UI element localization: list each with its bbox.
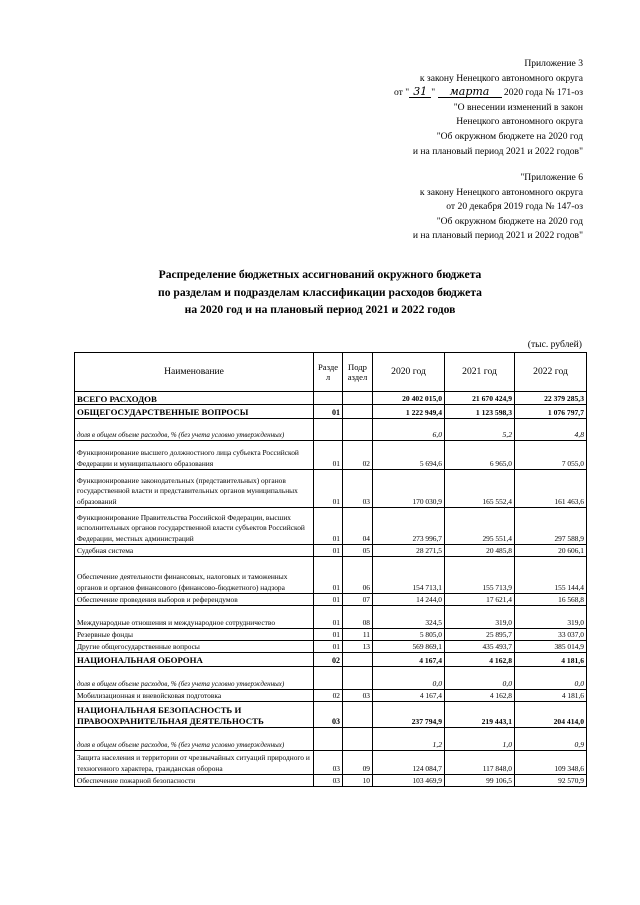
row-podrazdel-cell	[343, 702, 373, 728]
row-podrazdel-cell: 13	[343, 641, 373, 653]
table-row	[75, 594, 587, 606]
row-2021-cell: 4 162,8	[445, 690, 515, 702]
row-name-cell: Резервные фонды	[75, 629, 314, 641]
row-2021-cell: 1 123 598,3	[445, 405, 515, 419]
row-2022-cell: 7 055,0	[515, 441, 587, 470]
appendix-label: Приложение 3	[524, 58, 583, 69]
row-2021-cell: 4 162,8	[445, 653, 515, 667]
row-2022-cell: 155 144,4	[515, 557, 587, 594]
table-row	[75, 667, 587, 690]
row-2020-cell: 14 244,0	[373, 594, 445, 606]
row-2020-cell: 0,0	[373, 667, 445, 690]
row-podrazdel-cell	[343, 405, 373, 419]
row-podrazdel-cell: 08	[343, 606, 373, 629]
row-name-cell: Функционирование Правительства Российской Федерации, высших исполнительных органов государственной власти субъектов Российской Федерации, местных администраций	[75, 508, 314, 545]
row-name-cell: Функционирование высшего должностного лица субъекта Российской Федерации и муниципального образования	[75, 441, 314, 470]
law-date-line	[394, 86, 583, 101]
row-name-cell: Мобилизационная и вневойсковая подготовка	[75, 690, 314, 702]
row-2022-cell: 297 588,9	[515, 508, 587, 545]
row-razdel-cell	[314, 728, 343, 751]
row-2021-cell: 0,0	[445, 667, 515, 690]
row-2021-cell: 219 443,1	[445, 702, 515, 728]
table-row	[75, 690, 587, 702]
row-podrazdel-cell: 03	[343, 690, 373, 702]
original-subject-line-2: и на плановый период 2021 и 2022 годов"	[412, 230, 583, 242]
table-row	[75, 629, 587, 641]
title-line-1: Распределение бюджетных ассигнований окружного бюджета	[158, 268, 482, 281]
row-podrazdel-cell: 10	[343, 775, 373, 787]
row-podrazdel-cell	[343, 728, 373, 751]
document-title	[100, 266, 540, 319]
row-name-cell: ОБЩЕГОСУДАРСТВЕННЫЕ ВОПРОСЫ	[75, 405, 314, 419]
col-header-2021: 2021 год	[445, 353, 515, 392]
table-row	[75, 653, 587, 667]
table-row	[75, 545, 587, 557]
table-row	[75, 606, 587, 629]
handwritten-month: марта	[438, 87, 502, 98]
row-2020-cell: 5 694,6	[373, 441, 445, 470]
row-2022-cell: 92 570,9	[515, 775, 587, 787]
table-row	[75, 419, 587, 441]
row-razdel-cell	[314, 667, 343, 690]
row-2021-cell: 117 848,0	[445, 751, 515, 775]
row-2022-cell: 0,0	[515, 667, 587, 690]
row-2022-cell: 22 379 285,3	[515, 392, 587, 405]
row-2021-cell: 99 106,5	[445, 775, 515, 787]
row-2020-cell: 5 805,0	[373, 629, 445, 641]
row-2020-cell: 237 794,9	[373, 702, 445, 728]
row-2021-cell: 319,0	[445, 606, 515, 629]
row-razdel-cell: 01	[314, 606, 343, 629]
row-2020-cell: 103 469,9	[373, 775, 445, 787]
table-row	[75, 508, 587, 545]
row-2021-cell: 6 965,0	[445, 441, 515, 470]
row-razdel-cell: 03	[314, 702, 343, 728]
col-header-podrazdel: Подр аздел	[343, 353, 373, 392]
row-2020-cell: 1,2	[373, 728, 445, 751]
row-podrazdel-cell: 07	[343, 594, 373, 606]
row-2022-cell: 33 037,0	[515, 629, 587, 641]
row-name-cell: доля в общем объеме расходов, % (без учета условно утвержденных)	[75, 419, 314, 441]
row-2021-cell: 20 485,8	[445, 545, 515, 557]
row-podrazdel-cell: 06	[343, 557, 373, 594]
row-podrazdel-cell: 09	[343, 751, 373, 775]
row-2022-cell: 385 014,9	[515, 641, 587, 653]
row-name-cell: доля в общем объеме расходов, % (без учета условно утвержденных)	[75, 667, 314, 690]
row-2021-cell: 165 552,4	[445, 470, 515, 508]
date-prefix: от "	[394, 87, 410, 99]
row-name-cell: НАЦИОНАЛЬНАЯ БЕЗОПАСНОСТЬ И ПРАВООХРАНИТЕЛЬНАЯ ДЕЯТЕЛЬНОСТЬ	[75, 702, 314, 728]
title-line-2: по разделам и подразделам классификации расходов бюджета	[158, 285, 482, 299]
row-2022-cell: 204 414,0	[515, 702, 587, 728]
row-razdel-cell: 03	[314, 751, 343, 775]
row-podrazdel-cell	[343, 392, 373, 405]
row-name-cell: НАЦИОНАЛЬНАЯ ОБОРОНА	[75, 653, 314, 667]
handwritten-day: 31	[409, 87, 431, 98]
original-appendix-label: "Приложение 6	[520, 172, 583, 183]
row-2020-cell: 569 869,1	[373, 641, 445, 653]
row-podrazdel-cell: 05	[343, 545, 373, 557]
row-name-cell: Судебная система	[75, 545, 314, 557]
row-podrazdel-cell	[343, 419, 373, 441]
col-header-2020: 2020 год	[373, 353, 445, 392]
row-podrazdel-cell	[343, 667, 373, 690]
row-2020-cell: 1 222 949,4	[373, 405, 445, 419]
row-name-cell: ВСЕГО РАСХОДОВ	[75, 392, 314, 405]
original-subject-line-1: "Об окружном бюджете на 2020 год	[436, 215, 583, 227]
row-razdel-cell: 01	[314, 641, 343, 653]
row-razdel-cell: 01	[314, 405, 343, 419]
row-razdel-cell: 02	[314, 690, 343, 702]
row-2021-cell: 25 895,7	[445, 629, 515, 641]
row-podrazdel-cell: 03	[343, 470, 373, 508]
row-2021-cell: 435 493,7	[445, 641, 515, 653]
row-2021-cell: 295 551,4	[445, 508, 515, 545]
row-2020-cell: 28 271,5	[373, 545, 445, 557]
row-razdel-cell: 01	[314, 594, 343, 606]
budget-table	[74, 352, 587, 787]
row-2021-cell: 1,0	[445, 728, 515, 751]
row-2020-cell: 324,5	[373, 606, 445, 629]
title-line-3: на 2020 год и на плановый период 2021 и 2022 годов	[184, 303, 456, 316]
date-mid: "	[431, 87, 436, 99]
row-2020-cell: 4 167,4	[373, 690, 445, 702]
table-row	[75, 470, 587, 508]
row-2021-cell: 155 713,9	[445, 557, 515, 594]
row-2020-cell: 273 996,7	[373, 508, 445, 545]
row-name-cell: Функционирование законодательных (представительных) органов государственной власти и представительных органов муниципальных образований	[75, 470, 314, 508]
row-name-cell: Другие общегосударственные вопросы	[75, 641, 314, 653]
row-name-cell: доля в общем объеме расходов, % (без учета условно утвержденных)	[75, 728, 314, 751]
row-2022-cell: 109 348,6	[515, 751, 587, 775]
col-header-2022: 2022 год	[515, 353, 587, 392]
row-name-cell: Обеспечение пожарной безопасности	[75, 775, 314, 787]
table-row	[75, 392, 587, 405]
col-header-name: Наименование	[75, 353, 314, 392]
original-law-date: от 20 декабря 2019 года № 147-оз	[446, 201, 583, 213]
row-2022-cell: 161 463,6	[515, 470, 587, 508]
row-2020-cell: 154 713,1	[373, 557, 445, 594]
row-razdel-cell: 01	[314, 441, 343, 470]
law-subject-line-3: "Об окружном бюджете на 2020 год	[436, 130, 583, 142]
table-row	[75, 405, 587, 419]
table-row	[75, 751, 587, 775]
row-razdel-cell: 01	[314, 557, 343, 594]
row-razdel-cell: 02	[314, 653, 343, 667]
row-2022-cell: 20 606,1	[515, 545, 587, 557]
row-2022-cell: 0,9	[515, 728, 587, 751]
row-podrazdel-cell	[343, 653, 373, 667]
row-razdel-cell: 01	[314, 508, 343, 545]
row-razdel-cell: 01	[314, 629, 343, 641]
row-name-cell: Обеспечение проведения выборов и референдумов	[75, 594, 314, 606]
table-row	[75, 775, 587, 787]
row-razdel-cell: 01	[314, 545, 343, 557]
table-row	[75, 557, 587, 594]
row-razdel-cell	[314, 392, 343, 405]
law-reference: к закону Ненецкого автономного округа	[419, 72, 583, 84]
amending-law-header	[394, 57, 583, 159]
row-2020-cell: 124 084,7	[373, 751, 445, 775]
row-name-cell: Обеспечение деятельности финансовых, налоговых и таможенных органов и органов финансового (финансово-бюджетного) надзора	[75, 557, 314, 594]
table-body	[75, 392, 587, 787]
row-podrazdel-cell: 02	[343, 441, 373, 470]
row-2022-cell: 4 181,6	[515, 690, 587, 702]
col-header-razdel: Разде л	[314, 353, 343, 392]
row-2020-cell: 4 167,4	[373, 653, 445, 667]
table-row	[75, 728, 587, 751]
table-row	[75, 641, 587, 653]
row-2021-cell: 5,2	[445, 419, 515, 441]
row-razdel-cell	[314, 419, 343, 441]
row-2022-cell: 1 076 797,7	[515, 405, 587, 419]
law-subject-line-4: и на плановый период 2021 и 2022 годов"	[412, 145, 583, 157]
row-2020-cell: 170 030,9	[373, 470, 445, 508]
law-subject-line-2: Ненецкого автономного округа	[456, 116, 583, 128]
row-2021-cell: 21 670 424,9	[445, 392, 515, 405]
table-row	[75, 441, 587, 470]
row-2022-cell: 16 568,8	[515, 594, 587, 606]
row-2022-cell: 319,0	[515, 606, 587, 629]
row-razdel-cell: 03	[314, 775, 343, 787]
original-law-header	[413, 171, 583, 244]
row-2022-cell: 4 181,6	[515, 653, 587, 667]
row-name-cell: Международные отношения и международное сотрудничество	[75, 606, 314, 629]
row-podrazdel-cell: 04	[343, 508, 373, 545]
table-header-row	[75, 353, 587, 392]
original-law-reference: к закону Ненецкого автономного округа	[419, 186, 583, 198]
unit-label: (тыс. рублей)	[527, 339, 582, 350]
row-2020-cell: 20 402 015,0	[373, 392, 445, 405]
table-row	[75, 702, 587, 728]
row-2021-cell: 17 621,4	[445, 594, 515, 606]
law-subject-line-1: "О внесении изменений в закон	[453, 101, 583, 113]
row-2020-cell: 6,0	[373, 419, 445, 441]
row-2022-cell: 4,8	[515, 419, 587, 441]
row-name-cell: Защита населения и территории от чрезвычайных ситуаций природного и техногенного характера, гражданская оборона	[75, 751, 314, 775]
row-podrazdel-cell: 11	[343, 629, 373, 641]
date-suffix: 2020 года № 171-оз	[503, 87, 583, 99]
row-razdel-cell: 01	[314, 470, 343, 508]
